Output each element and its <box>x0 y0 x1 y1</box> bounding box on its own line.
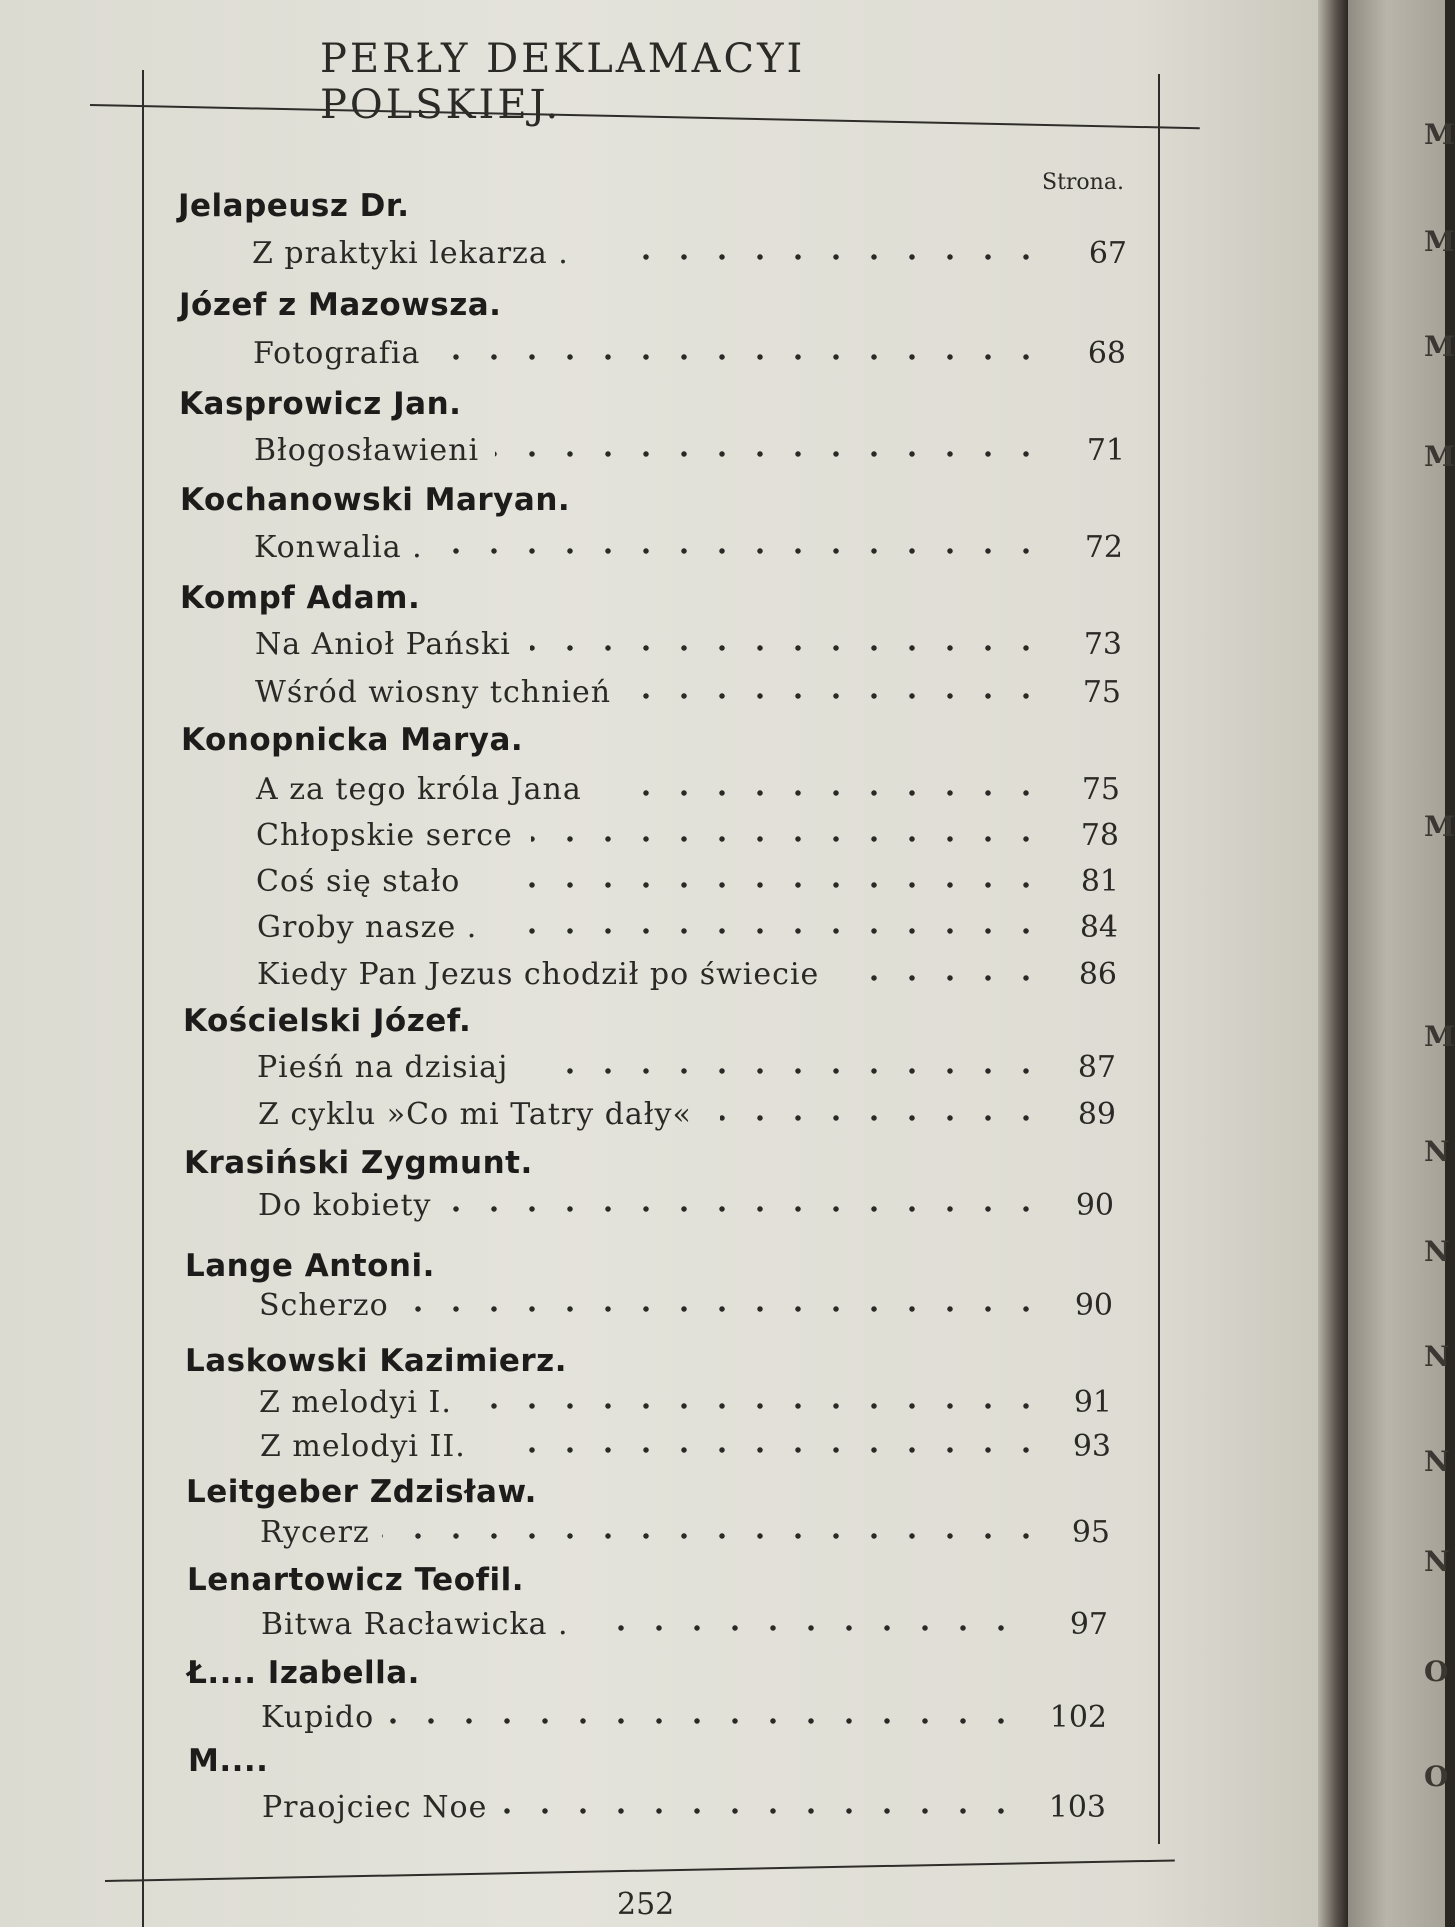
dot-leader <box>383 1706 1020 1736</box>
dot-leader <box>720 1103 1045 1133</box>
toc-entry <box>0 910 1335 954</box>
toc-author <box>0 722 1335 766</box>
work-title: Konwalia . <box>254 530 423 565</box>
dot-leader <box>444 536 1045 566</box>
toc-author <box>0 580 1335 624</box>
page-reference: 81 <box>1080 864 1119 899</box>
toc-author <box>0 1474 1335 1518</box>
facing-page-letter: O <box>1424 1760 1449 1793</box>
facing-page-letter: N <box>1424 1235 1450 1268</box>
page-reference: 89 <box>1077 1097 1116 1132</box>
page-reference: 93 <box>1072 1429 1111 1464</box>
work-title: Scherzo <box>259 1288 389 1323</box>
toc-entry <box>0 530 1335 574</box>
facing-page-letter: M <box>1424 225 1455 258</box>
toc-entry <box>0 1050 1335 1094</box>
dot-leader <box>382 1521 1045 1551</box>
work-title: Wśród wiosny tchnień <box>255 675 612 710</box>
author-name: Konopnicka Marya. <box>181 722 524 758</box>
facing-page-edge <box>1348 0 1445 1927</box>
page-reference: 71 <box>1086 433 1125 468</box>
work-title: Z melodyi I. <box>259 1385 452 1420</box>
page-column-header: Strona. <box>1042 170 1124 195</box>
work-title: Z praktyki lekarza . <box>252 236 569 271</box>
work-title: Na Anioł Pański <box>255 627 511 662</box>
author-name: Leitgeber Zdzisław. <box>186 1474 537 1510</box>
toc-entry <box>0 1097 1335 1141</box>
author-name: Kościelski Józef. <box>183 1003 472 1039</box>
page-reference: 75 <box>1081 772 1120 807</box>
author-name: M.... <box>188 1743 269 1779</box>
toc-entry <box>0 1188 1335 1232</box>
work-title: Rycerz <box>260 1515 370 1550</box>
work-title: Kiedy Pan Jezus chodził po świecie <box>257 957 820 992</box>
work-title: Z melodyi II. <box>260 1429 466 1464</box>
page-reference: 91 <box>1073 1385 1112 1420</box>
dot-leader <box>530 633 1045 663</box>
toc-author <box>0 1655 1335 1699</box>
page-reference: 75 <box>1082 675 1121 710</box>
page-reference: 68 <box>1087 336 1126 371</box>
page-reference: 90 <box>1074 1288 1113 1323</box>
dot-leader <box>483 1391 1045 1421</box>
facing-page-letter: N <box>1424 1445 1450 1478</box>
facing-page-letter: M <box>1424 810 1455 843</box>
page-reference: 102 <box>1049 1700 1107 1735</box>
dot-leader <box>855 963 1045 993</box>
toc-author <box>0 1562 1335 1606</box>
dot-leader <box>503 1796 1020 1826</box>
page-reference: 103 <box>1048 1790 1106 1825</box>
toc-entry <box>0 1700 1335 1744</box>
dot-leader <box>498 916 1045 946</box>
dot-leader <box>615 681 1045 711</box>
dot-leader <box>612 242 1045 272</box>
facing-page-letter: N <box>1424 1340 1450 1373</box>
toc-entry <box>0 772 1335 816</box>
page-reference: 67 <box>1088 236 1127 271</box>
dot-leader <box>497 870 1045 900</box>
dot-leader <box>495 439 1045 469</box>
toc-entry <box>0 336 1335 380</box>
toc-author <box>0 1343 1335 1387</box>
footer-rule <box>105 1859 1175 1882</box>
toc-author <box>0 1743 1335 1787</box>
toc-entry <box>0 675 1335 719</box>
dot-leader <box>501 1435 1045 1465</box>
toc-entry <box>0 236 1335 280</box>
toc-entry <box>0 1790 1335 1834</box>
work-title: Do kobiety <box>258 1188 432 1223</box>
work-title: Błogosławieni <box>254 433 480 468</box>
dot-leader <box>443 342 1045 372</box>
toc-entry <box>0 1515 1335 1559</box>
page-number: 252 <box>617 1887 675 1922</box>
page-reference: 90 <box>1075 1188 1114 1223</box>
toc-author <box>0 1145 1335 1189</box>
author-name: Lange Antoni. <box>185 1248 435 1284</box>
toc-entry <box>0 1385 1335 1429</box>
work-title: Kupido <box>261 1700 375 1735</box>
work-title: Pieśń na dzisiaj <box>257 1050 509 1085</box>
toc-author <box>0 1248 1335 1292</box>
page-reference: 97 <box>1069 1607 1108 1642</box>
author-name: Laskowski Kazimierz. <box>185 1343 567 1379</box>
facing-page-letter: N <box>1424 1135 1450 1168</box>
toc-entry <box>0 864 1335 908</box>
author-name: Kochanowski Maryan. <box>180 482 571 518</box>
book-gutter <box>1318 0 1348 1927</box>
toc-author <box>0 386 1335 430</box>
page-reference: 86 <box>1078 957 1117 992</box>
toc-entry <box>0 957 1335 1001</box>
facing-page-letter: M <box>1424 1020 1455 1053</box>
toc-author <box>0 188 1335 232</box>
facing-page-letter: N <box>1424 1545 1450 1578</box>
facing-page-letter: M <box>1424 118 1455 151</box>
work-title: Coś się stało <box>256 864 461 899</box>
dot-leader <box>587 1613 1020 1643</box>
dot-leader <box>549 1056 1045 1086</box>
page-reference: 73 <box>1083 627 1122 662</box>
page-reference: 72 <box>1084 530 1123 565</box>
toc-author <box>0 287 1335 331</box>
work-title: Fotografia <box>253 336 421 371</box>
author-name: Kasprowicz Jan. <box>179 386 462 422</box>
author-name: Józef z Mazowsza. <box>179 287 502 323</box>
work-title: Groby nasze . <box>257 910 478 945</box>
toc-entry <box>0 1429 1335 1473</box>
work-title: Z cyklu »Co mi Tatry dały« <box>258 1097 692 1132</box>
toc-entry <box>0 1288 1335 1332</box>
dot-leader <box>448 1194 1045 1224</box>
dot-leader <box>531 824 1045 854</box>
facing-page-letter: M <box>1424 330 1455 363</box>
running-head: PERŁY DEKLAMACYI POLSKIEJ. <box>320 36 806 128</box>
page-reference: 84 <box>1079 910 1118 945</box>
facing-page-letter: O <box>1424 1655 1449 1688</box>
author-name: Ł.... Izabella. <box>187 1655 420 1691</box>
toc-entry <box>0 818 1335 862</box>
work-title: Praojciec Noe <box>262 1790 488 1825</box>
author-name: Jelapeusz Dr. <box>178 188 410 224</box>
page-reference: 78 <box>1080 818 1119 853</box>
facing-page-letter: M <box>1424 440 1455 473</box>
work-title: Chłopskie serce <box>256 818 513 853</box>
dot-leader <box>616 778 1045 808</box>
toc-entry <box>0 627 1335 671</box>
toc-entry <box>0 1607 1335 1651</box>
toc-entry <box>0 433 1335 477</box>
work-title: A za tego króla Jana <box>256 772 582 807</box>
toc-author <box>0 1003 1335 1047</box>
author-name: Lenartowicz Teofil. <box>187 1562 525 1598</box>
work-title: Bitwa Racławicka . <box>261 1607 569 1642</box>
toc-author <box>0 482 1335 526</box>
page-reference: 95 <box>1071 1515 1110 1550</box>
page-reference: 87 <box>1077 1050 1116 1085</box>
dot-leader <box>398 1294 1045 1324</box>
author-name: Krasiński Zygmunt. <box>184 1145 533 1181</box>
author-name: Kompf Adam. <box>180 580 421 616</box>
